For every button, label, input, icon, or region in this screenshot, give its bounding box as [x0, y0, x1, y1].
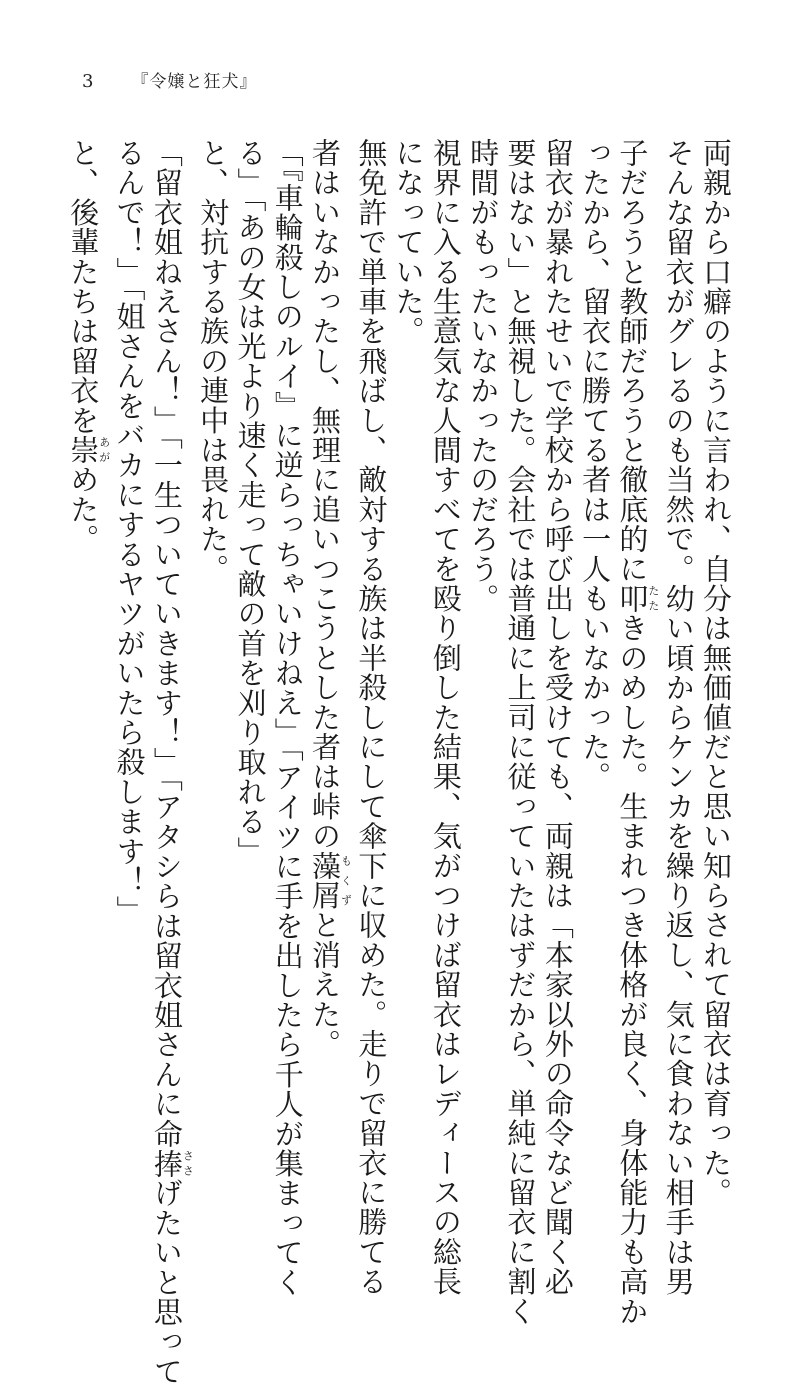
running-header	[82, 70, 257, 94]
text-column-8: 視界に入る生意気な人間すべてを殴り倒した結果、気がつけば留衣はレディースの総長	[428, 138, 463, 1297]
text-column-14: と、対抗する族の連中は畏れた。	[196, 138, 231, 584]
furigana-tata: 叩たた	[615, 583, 660, 614]
text-column-7: 時間がもったいなかったのだろう。	[466, 138, 501, 614]
text-column-16: るんで！」「姐さんをバカにするヤツがいたら殺します！」	[112, 138, 147, 926]
text-column-15: 「留衣姐ねえさん！」「一生ついていきます！」「アタシらは留衣姐さんに命捧ささげたいと思って	[149, 138, 195, 1386]
text-column-12: 「『車輪殺しのルイ』に逆らっちゃいけねえ」「アイツに手を出したら千人が集まってく	[270, 138, 305, 1297]
furigana-aga: 崇あが	[66, 435, 111, 465]
page-number: 3	[82, 71, 94, 92]
text-column-11: 者はいなかったし、無理に追いつこうとした者は峠の藻屑もくずと消えた。	[308, 138, 353, 1059]
vertical-body-text	[64, 138, 734, 1386]
text-column-13: る」「あの女は光より速く走って敵の首を刈り取れる」	[233, 138, 268, 866]
text-column-9: になっていた。	[391, 138, 426, 346]
text-column-17: と、後輩たちは留衣を崇あがめた。	[66, 138, 111, 554]
furigana-sasa: 捧ささ	[149, 1148, 195, 1179]
text-column-4: ったから、留衣に勝てる者は一人もいなかった。	[578, 138, 613, 792]
text-column-10: 無免許で単車を飛ばし、敵対する族は半殺しにして傘下に収めた。走りで留衣に勝てる	[354, 138, 389, 1297]
text-column-5: 留衣が暴れたせいで学校から呼び出しを受けても、両親は「本家以外の命令など聞く必	[540, 138, 575, 1297]
text-column-6: 要はない」と無視した。会社では普通に上司に従っていたはずだから、単純に留衣に割く	[503, 138, 538, 1326]
text-column-1: 両親から口癖のように言われ、自分は無価値だと思い知らされて留衣は育った。	[699, 138, 733, 1208]
text-column-2: そんな留衣がグレるのも当然で。幼い頃からケンカを繰り返し、気に食わない相手は男	[661, 138, 696, 1297]
text-column-3: 子だろうと教師だろうと徹底的に叩たたきのめした。生まれつき体格が良く、身体能力も高か	[615, 138, 660, 1327]
furigana-mokuzu: 藻屑もくず	[308, 850, 353, 911]
book-title: 『令嬢と狂犬』	[131, 72, 258, 92]
